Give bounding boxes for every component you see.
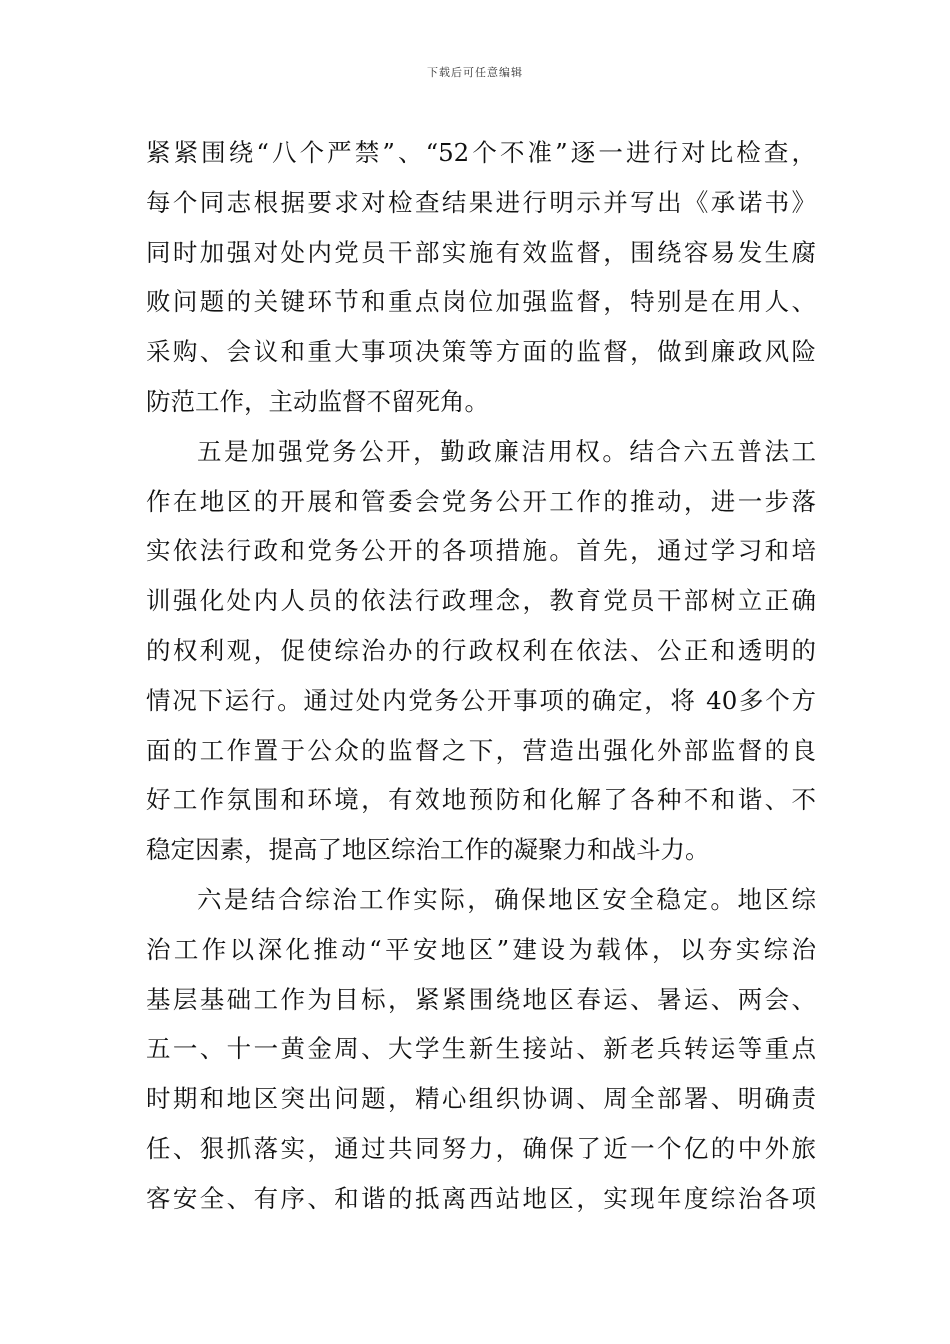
text-line: 面的工作置于公众的监督之下，营造出强化外部监督的良 <box>146 735 816 765</box>
text-line: 客安全、有序、和谐的抵离西站地区，实现年度综治各项 <box>146 1183 816 1213</box>
text-line: 实依法行政和党务公开的各项措施。首先，通过学习和培 <box>146 536 816 566</box>
text-line: 情况下运行。通过处内党务公开事项的确定，将 40多个方 <box>146 685 816 715</box>
text-line: 任、狠抓落实，通过共同努力，确保了近一个亿的中外旅 <box>146 1133 816 1163</box>
page-header: 下载后可任意编辑 <box>427 66 523 79</box>
text-line: 稳定因素，提高了地区综治工作的凝聚力和战斗力。 <box>146 835 710 865</box>
text-line: 的权利观，促使综治办的行政权利在依法、公正和透明的 <box>146 635 816 665</box>
text-line: 同时加强对处内党员干部实施有效监督，围绕容易发生腐 <box>146 237 816 267</box>
text-line: 作在地区的开展和管委会党务公开工作的推动，进一步落 <box>146 486 816 516</box>
text-line: 时期和地区突出问题，精心组织协调、周全部署、明确责 <box>146 1084 816 1114</box>
text-line: 每个同志根据要求对检查结果进行明示并写出《承诺书》 <box>146 187 816 217</box>
document-body <box>146 128 816 1224</box>
text-line: 防范工作，主动监督不留死角。 <box>146 386 489 416</box>
text-line: 紧紧围绕“八个严禁”、“52个不准”逐一进行对比检查， <box>146 138 816 167</box>
text-line: 五一、十一黄金周、大学生新生接站、新老兵转运等重点 <box>146 1034 816 1064</box>
paragraph-first-line: 五是加强党务公开，勤政廉洁用权。结合六五普法工 <box>197 436 816 466</box>
text-line: 治工作以深化推动“平安地区”建设为载体，以夯实综治 <box>146 934 816 964</box>
text-line: 好工作氛围和环境，有效地预防和化解了各种不和谐、不 <box>146 785 816 815</box>
paragraph-first-line: 六是结合综治工作实际，确保地区安全稳定。地区综 <box>197 884 816 914</box>
text-line: 训强化处内人员的依法行政理念，教育党员干部树立正确 <box>146 586 816 616</box>
text-line: 基层基础工作为目标，紧紧围绕地区春运、暑运、两会、 <box>146 984 816 1014</box>
text-line: 采购、会议和重大事项决策等方面的监督，做到廉政风险 <box>146 337 816 367</box>
text-line: 败问题的关键环节和重点岗位加强监督，特别是在用人、 <box>146 287 816 317</box>
